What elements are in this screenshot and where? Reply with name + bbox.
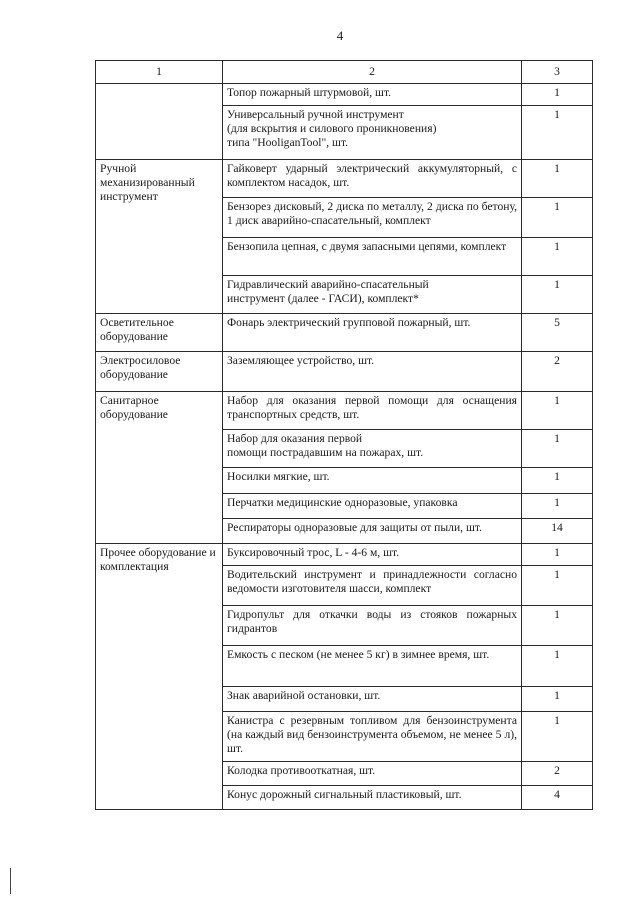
item-cell: Гидравлический аварийно-спасательный инструмент (далее - ГАСИ), комплект* (223, 276, 522, 314)
item-cell: Гидропульт для откачки воды из стояков пожарных гидрантов (223, 606, 522, 646)
quantity-cell: 14 (522, 519, 593, 544)
table-row (96, 84, 593, 106)
table-row (96, 314, 593, 352)
quantity-cell: 1 (522, 160, 593, 198)
page-number: 4 (336, 28, 344, 43)
quantity-cell: 1 (522, 430, 593, 468)
quantity-cell: 2 (522, 352, 593, 392)
column-header-category: 1 (96, 61, 223, 84)
column-header-quantity: 3 (522, 61, 593, 84)
category-cell: Прочее оборудование и комплектация (96, 544, 223, 810)
item-cell: Универсальный ручной инструмент (для вскрытия и силового проникновения) типа "HooliganTool", шт. (223, 106, 522, 160)
item-cell: Набор для оказания первой помощи для оснащения транспортных средств, шт. (223, 392, 522, 430)
quantity-cell: 1 (522, 238, 593, 276)
column-header-item: 2 (223, 61, 522, 84)
quantity-cell: 1 (522, 198, 593, 238)
item-cell: Емкость с песком (не менее 5 кг) в зимнее время, шт. (223, 646, 522, 687)
item-cell: Набор для оказания первой помощи пострадавшим на пожарах, шт. (223, 430, 522, 468)
table-row (96, 160, 593, 198)
item-cell: Бензорез дисковый, 2 диска по металлу, 2 диска по бетону, 1 диск аварийно-спасательный, комплект (223, 198, 522, 238)
quantity-cell: 1 (522, 392, 593, 430)
quantity-cell: 1 (522, 566, 593, 606)
quantity-cell: 4 (522, 786, 593, 810)
category-cell: Электросиловое оборудование (96, 352, 223, 392)
equipment-table (95, 60, 593, 810)
item-cell: Бензопила цепная, с двумя запасными цепями, комплект (223, 238, 522, 276)
quantity-cell: 1 (522, 544, 593, 566)
item-cell: Гайковерт ударный электрический аккумуляторный, с комплектом насадок, шт. (223, 160, 522, 198)
margin-mark (10, 868, 11, 894)
category-cell: Осветительное оборудование (96, 314, 223, 352)
item-cell: Респираторы одноразовые для защиты от пыли, шт. (223, 519, 522, 544)
item-cell: Колодка противооткатная, шт. (223, 762, 522, 786)
item-cell: Конус дорожный сигнальный пластиковый, шт. (223, 786, 522, 810)
category-cell (96, 84, 223, 160)
quantity-cell: 1 (522, 687, 593, 712)
quantity-cell: 1 (522, 646, 593, 687)
item-cell: Канистра с резервным топливом для бензоинструмента (на каждый вид бензоинструмента объемом, не менее 5 л), шт. (223, 712, 522, 762)
quantity-cell: 1 (522, 606, 593, 646)
item-cell: Носилки мягкие, шт. (223, 468, 522, 494)
item-cell: Водительский инструмент и принадлежности согласно ведомости изготовителя шасси, комплект (223, 566, 522, 606)
item-cell: Перчатки медицинские одноразовые, упаковка (223, 494, 522, 519)
item-cell: Топор пожарный штурмовой, шт. (223, 84, 522, 106)
quantity-cell: 2 (522, 762, 593, 786)
item-cell: Буксировочный трос, L - 4-6 м, шт. (223, 544, 522, 566)
table-body (96, 84, 593, 810)
quantity-cell: 1 (522, 494, 593, 519)
table-header-row (96, 61, 593, 84)
table-row (96, 352, 593, 392)
table-row (96, 392, 593, 430)
quantity-cell: 1 (522, 84, 593, 106)
item-cell: Фонарь электрический групповой пожарный, шт. (223, 314, 522, 352)
quantity-cell: 1 (522, 712, 593, 762)
category-cell: Ручной механизированный инструмент (96, 160, 223, 314)
quantity-cell: 1 (522, 468, 593, 494)
quantity-cell: 5 (522, 314, 593, 352)
quantity-cell: 1 (522, 276, 593, 314)
item-cell: Знак аварийной остановки, шт. (223, 687, 522, 712)
table-row (96, 544, 593, 566)
quantity-cell: 1 (522, 106, 593, 160)
item-cell: Заземляющее устройство, шт. (223, 352, 522, 392)
category-cell: Санитарное оборудование (96, 392, 223, 544)
